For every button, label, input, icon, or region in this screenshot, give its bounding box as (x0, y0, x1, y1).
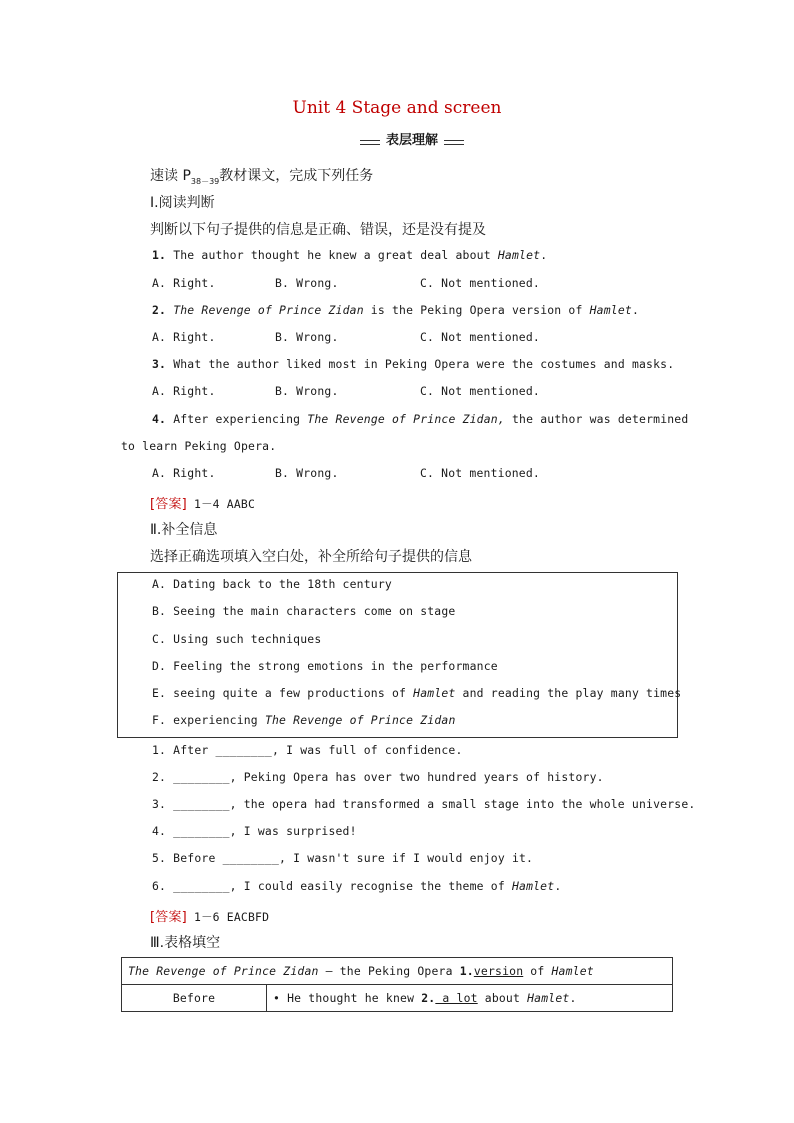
badge-label: 表层理解 (385, 133, 438, 148)
choice-f-text: F. experiencing (152, 713, 265, 727)
choice-d: D. Feeling the strong emotions in the performance (152, 659, 498, 673)
fill-item-5: 5. Before ________, I wasn't sure if I would enjoy it. (152, 851, 534, 865)
choice-e-tail: and reading the play many times (455, 686, 682, 700)
table-header-of: of (523, 964, 552, 978)
fill-item-6 (152, 879, 561, 893)
choice-b: B. Seeing the main characters come on stage (152, 604, 456, 618)
answer-label: [答案] (150, 497, 187, 512)
table-header-italic: The Revenge of Prince Zidan (128, 964, 319, 978)
fill-item-2: 2. ________, Peking Opera has over two hundred years of history. (152, 770, 604, 784)
fill-item-6-italic: Hamlet (511, 879, 555, 893)
table-row (122, 985, 673, 1012)
question-1-number: 1. (152, 248, 167, 262)
q4-option-b: B. Wrong. (275, 466, 339, 480)
question-2-text: is the Peking Opera version of (363, 303, 590, 317)
table-header-italic-b: Hamlet (551, 964, 594, 978)
table-answer-2: a lot (435, 991, 478, 1005)
fill-item-1: 1. After ________, I was full of confidence. (152, 743, 463, 757)
fill-item-6-text: 6. ________, I could easily recognise the theme of (152, 879, 512, 893)
answer-text: 1－4 AABC (194, 497, 256, 511)
question-2 (152, 303, 639, 317)
fill-item-4: 4. ________, I was surprised! (152, 824, 357, 838)
choice-f (152, 713, 456, 727)
section-badge (360, 133, 464, 149)
q3-option-b: B. Wrong. (275, 384, 339, 398)
table-answer-1: version (473, 964, 524, 978)
question-1-text: The author thought he knew a great deal about (173, 248, 498, 262)
choice-e-text: E. seeing quite a few productions of (152, 686, 414, 700)
question-4-italic: The Revenge of Prince Zidan, (307, 412, 505, 426)
question-1-italic: Hamlet (497, 248, 541, 262)
table-content-end: . (569, 991, 577, 1005)
table-header-text: — the Peking Opera (318, 964, 460, 978)
choice-a: A. Dating back to the 18th century (152, 577, 392, 591)
part2-instruction: 选择正确选项填入空白处，补全所给句子提供的信息 (150, 549, 472, 565)
intro-line (150, 165, 373, 187)
table-header-cell (122, 958, 673, 985)
table-bullet-text: • He thought he knew (273, 991, 422, 1005)
answer-label: [答案] (150, 910, 187, 925)
q1-option-a: A. Right. (152, 276, 216, 290)
question-2-italic-a: The Revenge of Prince Zidan (173, 303, 364, 317)
question-2-italic-b: Hamlet (589, 303, 632, 317)
q4-option-a: A. Right. (152, 466, 216, 480)
q1-option-c: C. Not mentioned. (420, 276, 540, 290)
question-3-number: 3. (152, 357, 167, 371)
question-3 (152, 357, 674, 371)
badge-right-rule (444, 140, 464, 145)
q3-option-a: A. Right. (152, 384, 216, 398)
table-content-tail: about (477, 991, 528, 1005)
q3-option-c: C. Not mentioned. (420, 384, 540, 398)
part1-answer (150, 493, 255, 512)
q2-option-b: B. Wrong. (275, 330, 339, 344)
intro-pages: 38－39 (190, 176, 220, 186)
part1-heading: Ⅰ.阅读判断 (150, 195, 215, 211)
table-cell-label: Before (122, 985, 267, 1012)
table-blank-number-1: 1. (459, 964, 474, 978)
question-1-end: . (540, 248, 548, 262)
intro-suffix: 教材课文，完成下列任务 (219, 168, 374, 184)
part1-instruction: 判断以下句子提供的信息是正确、错误，还是没有提及 (150, 222, 486, 238)
question-4 (152, 412, 688, 426)
fill-item-3: 3. ________, the opera had transformed a small stage into the whole universe. (152, 797, 696, 811)
question-4-text-b: the author was determined (504, 412, 689, 426)
choice-e (152, 686, 681, 700)
choice-c: C. Using such techniques (152, 632, 322, 646)
question-4-line-2: to learn Peking Opera. (121, 439, 277, 453)
intro-prefix: 速读 P (150, 168, 191, 184)
table-row (122, 958, 673, 985)
table-content-italic: Hamlet (527, 991, 570, 1005)
part2-answer (150, 906, 269, 925)
table-blank-number-2: 2. (421, 991, 436, 1005)
question-2-end: . (631, 303, 640, 317)
answer-text: 1－6 EACBFD (194, 910, 270, 924)
question-2-number: 2. (152, 303, 167, 317)
part3-heading: Ⅲ.表格填空 (150, 935, 221, 951)
q1-option-b: B. Wrong. (275, 276, 339, 290)
badge-left-rule (360, 140, 380, 145)
fill-item-6-end: . (554, 879, 562, 893)
question-1 (152, 248, 547, 262)
choice-f-italic: The Revenge of Prince Zidan (264, 713, 456, 727)
q2-option-c: C. Not mentioned. (420, 330, 540, 344)
part2-heading: Ⅱ.补全信息 (150, 522, 218, 538)
q4-option-c: C. Not mentioned. (420, 466, 540, 480)
question-3-text: What the author liked most in Peking Opera were the costumes and masks. (173, 357, 675, 371)
question-4-text: After experiencing (173, 412, 308, 426)
table-cell-content (267, 985, 673, 1012)
summary-table (121, 957, 673, 1012)
choice-e-italic: Hamlet (413, 686, 456, 700)
q2-option-a: A. Right. (152, 330, 216, 344)
question-4-number: 4. (152, 412, 167, 426)
page-title: Unit 4 Stage and screen (292, 98, 502, 118)
